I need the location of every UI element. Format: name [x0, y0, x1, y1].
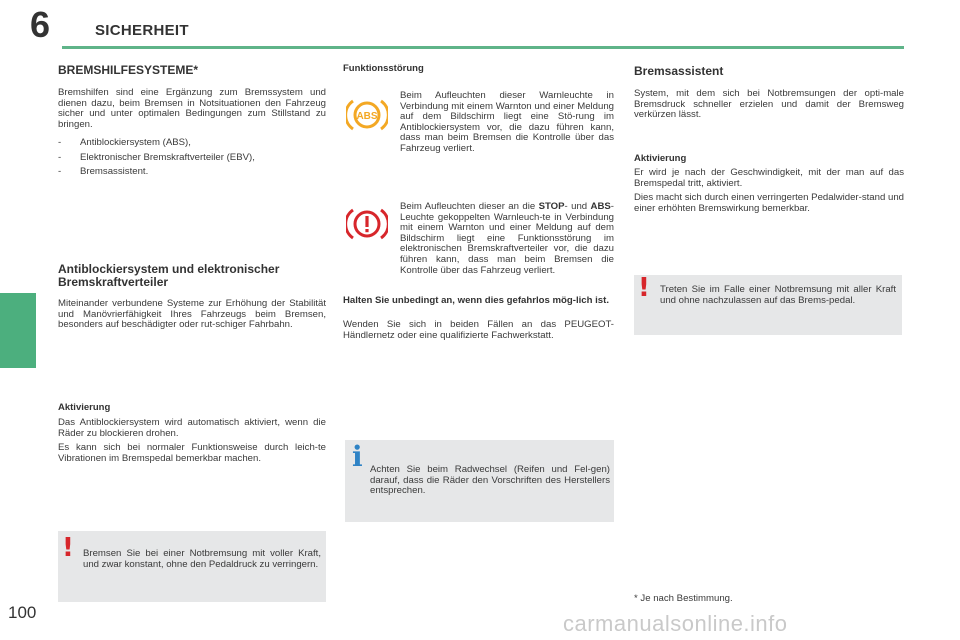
exclamation-icon: ! — [638, 273, 650, 303]
chapter-side-tab — [0, 293, 36, 368]
activation-p1: Er wird je nach der Geschwindigkeit, mit der man auf das Bremspedal tritt, aktiviert. — [634, 167, 904, 189]
activation-p1: Das Antiblockiersystem wird automatisch aktiviert, wenn die Räder zu blockieren drohen. — [58, 417, 326, 439]
section-title-funktionsstoerung: Funktionsstörung — [343, 63, 424, 74]
abs-ebv-paragraph: Miteinander verbundene Systeme zur Erhöhung der Stabilität und Manövrierfähigkeit Ihres Fahrzeugs beim Bremsen, besonders auf beschädigter oder rut-schiger Fahrbahn. — [58, 298, 326, 331]
contact-dealer-text: Wenden Sie sich in beiden Fällen an das PEUGEOT-Händlernetz oder eine qualifizierte Fachwerkstatt. — [343, 319, 614, 341]
list-item: - Bremsassistent. — [58, 167, 326, 178]
abs-warning-light-icon — [346, 97, 388, 133]
intro-paragraph: Bremshilfen sind eine Ergänzung zum Bremssystem und dienen dazu, beim Bremsen in Notsituationen den Fahrzeug sicher und unter optimalen Bedingungen zum Stillstand zu bringen. — [58, 87, 326, 130]
page-number: 100 — [8, 603, 37, 622]
activation-text-brake-assist — [634, 168, 904, 218]
activation-p2: Dies macht sich durch einen verringerten Pedalwider-stand und einer erhöhten Bremswirkung bemerkbar. — [634, 192, 904, 214]
list-item: - Elektronischer Bremskraftverteiler (EBV), — [58, 153, 326, 164]
list-item: - Antiblockiersystem (ABS), — [58, 138, 326, 149]
footnote: * Je nach Bestimmung. — [634, 593, 733, 604]
warning-text: Bremsen Sie bei einer Notbremsung mit voller Kraft, und zwar konstant, ohne den Pedaldruck zu verringern. — [83, 548, 321, 570]
info-box-wheel-change — [345, 440, 614, 522]
chapter-number: 6 — [30, 4, 51, 45]
stop-instruction-bold: Halten Sie unbedingt an, wenn dies gefahrlos mög-lich ist. — [343, 295, 609, 306]
warning-box-brake-assist — [634, 275, 902, 335]
watermark: carmanualsonline.info — [563, 611, 788, 636]
ebv-fault-text: Beim Aufleuchten dieser an die STOP- und ABS-Leuchte gekoppelten Warnleuch-te in Verbindung mit einem Warnton und einer Meldung auf dem Bildschirm liegt eine Funktionsstörung im elektronischen Bremskraftverteiler vor, die dazu führen kann, dass man beim Bremsen die Kontrolle über das Fahrzeug verliert. — [400, 201, 614, 276]
abs-word: ABS — [590, 201, 611, 212]
section-title-bremshilfesysteme: BREMSHILFESYSTEME* — [58, 63, 199, 77]
abs-fault-text: Beim Aufleuchten dieser Warnleuchte in Verbindung mit einem Warnton und einer Meldung auf dem Bildschirm liegt eine Stö-rung im Antiblockiersystem vor, die dazu führen kann, dass man beim Bremsen die Kontrolle über das Fahrzeug verliert. — [400, 90, 614, 154]
chapter-title: SICHERHEIT — [95, 22, 189, 39]
activation-p2: Es kann sich bei normaler Funktionsweise durch leich-te Vibrationen im Bremspedal bemerkbar machen. — [58, 442, 326, 464]
brake-systems-list — [58, 138, 326, 182]
section-title-bremsassistent: Bremsassistent — [634, 64, 724, 78]
activation-text-abs — [58, 418, 326, 468]
warning-text: Treten Sie im Falle einer Notbremsung mit aller Kraft und ohne nachzulassen auf das Brems-pedal. — [660, 284, 896, 306]
section-title-abs-ebv: Antiblockiersystem und elektronischer Bremskraftverteiler — [58, 262, 280, 289]
activation-title-abs: Aktivierung — [58, 402, 111, 413]
header-rule — [62, 46, 904, 49]
activation-title-brake-assist: Aktivierung — [634, 153, 687, 164]
brake-assist-intro: System, mit dem sich bei Notbremsungen der opti-male Bremsdruck schneller erzielen und damit der Bremsweg verkürzen lässt. — [634, 88, 904, 121]
svg-text:ABS: ABS — [356, 111, 378, 122]
warning-box-emergency-braking — [58, 531, 326, 602]
stop-word: STOP — [538, 201, 565, 212]
exclamation-icon: ! — [62, 533, 74, 563]
info-icon: i — [352, 440, 363, 473]
info-text: Achten Sie beim Radwechsel (Reifen und Fel-gen) darauf, dass die Räder den Vorschriften des Herstellers entsprechen. — [370, 464, 610, 497]
